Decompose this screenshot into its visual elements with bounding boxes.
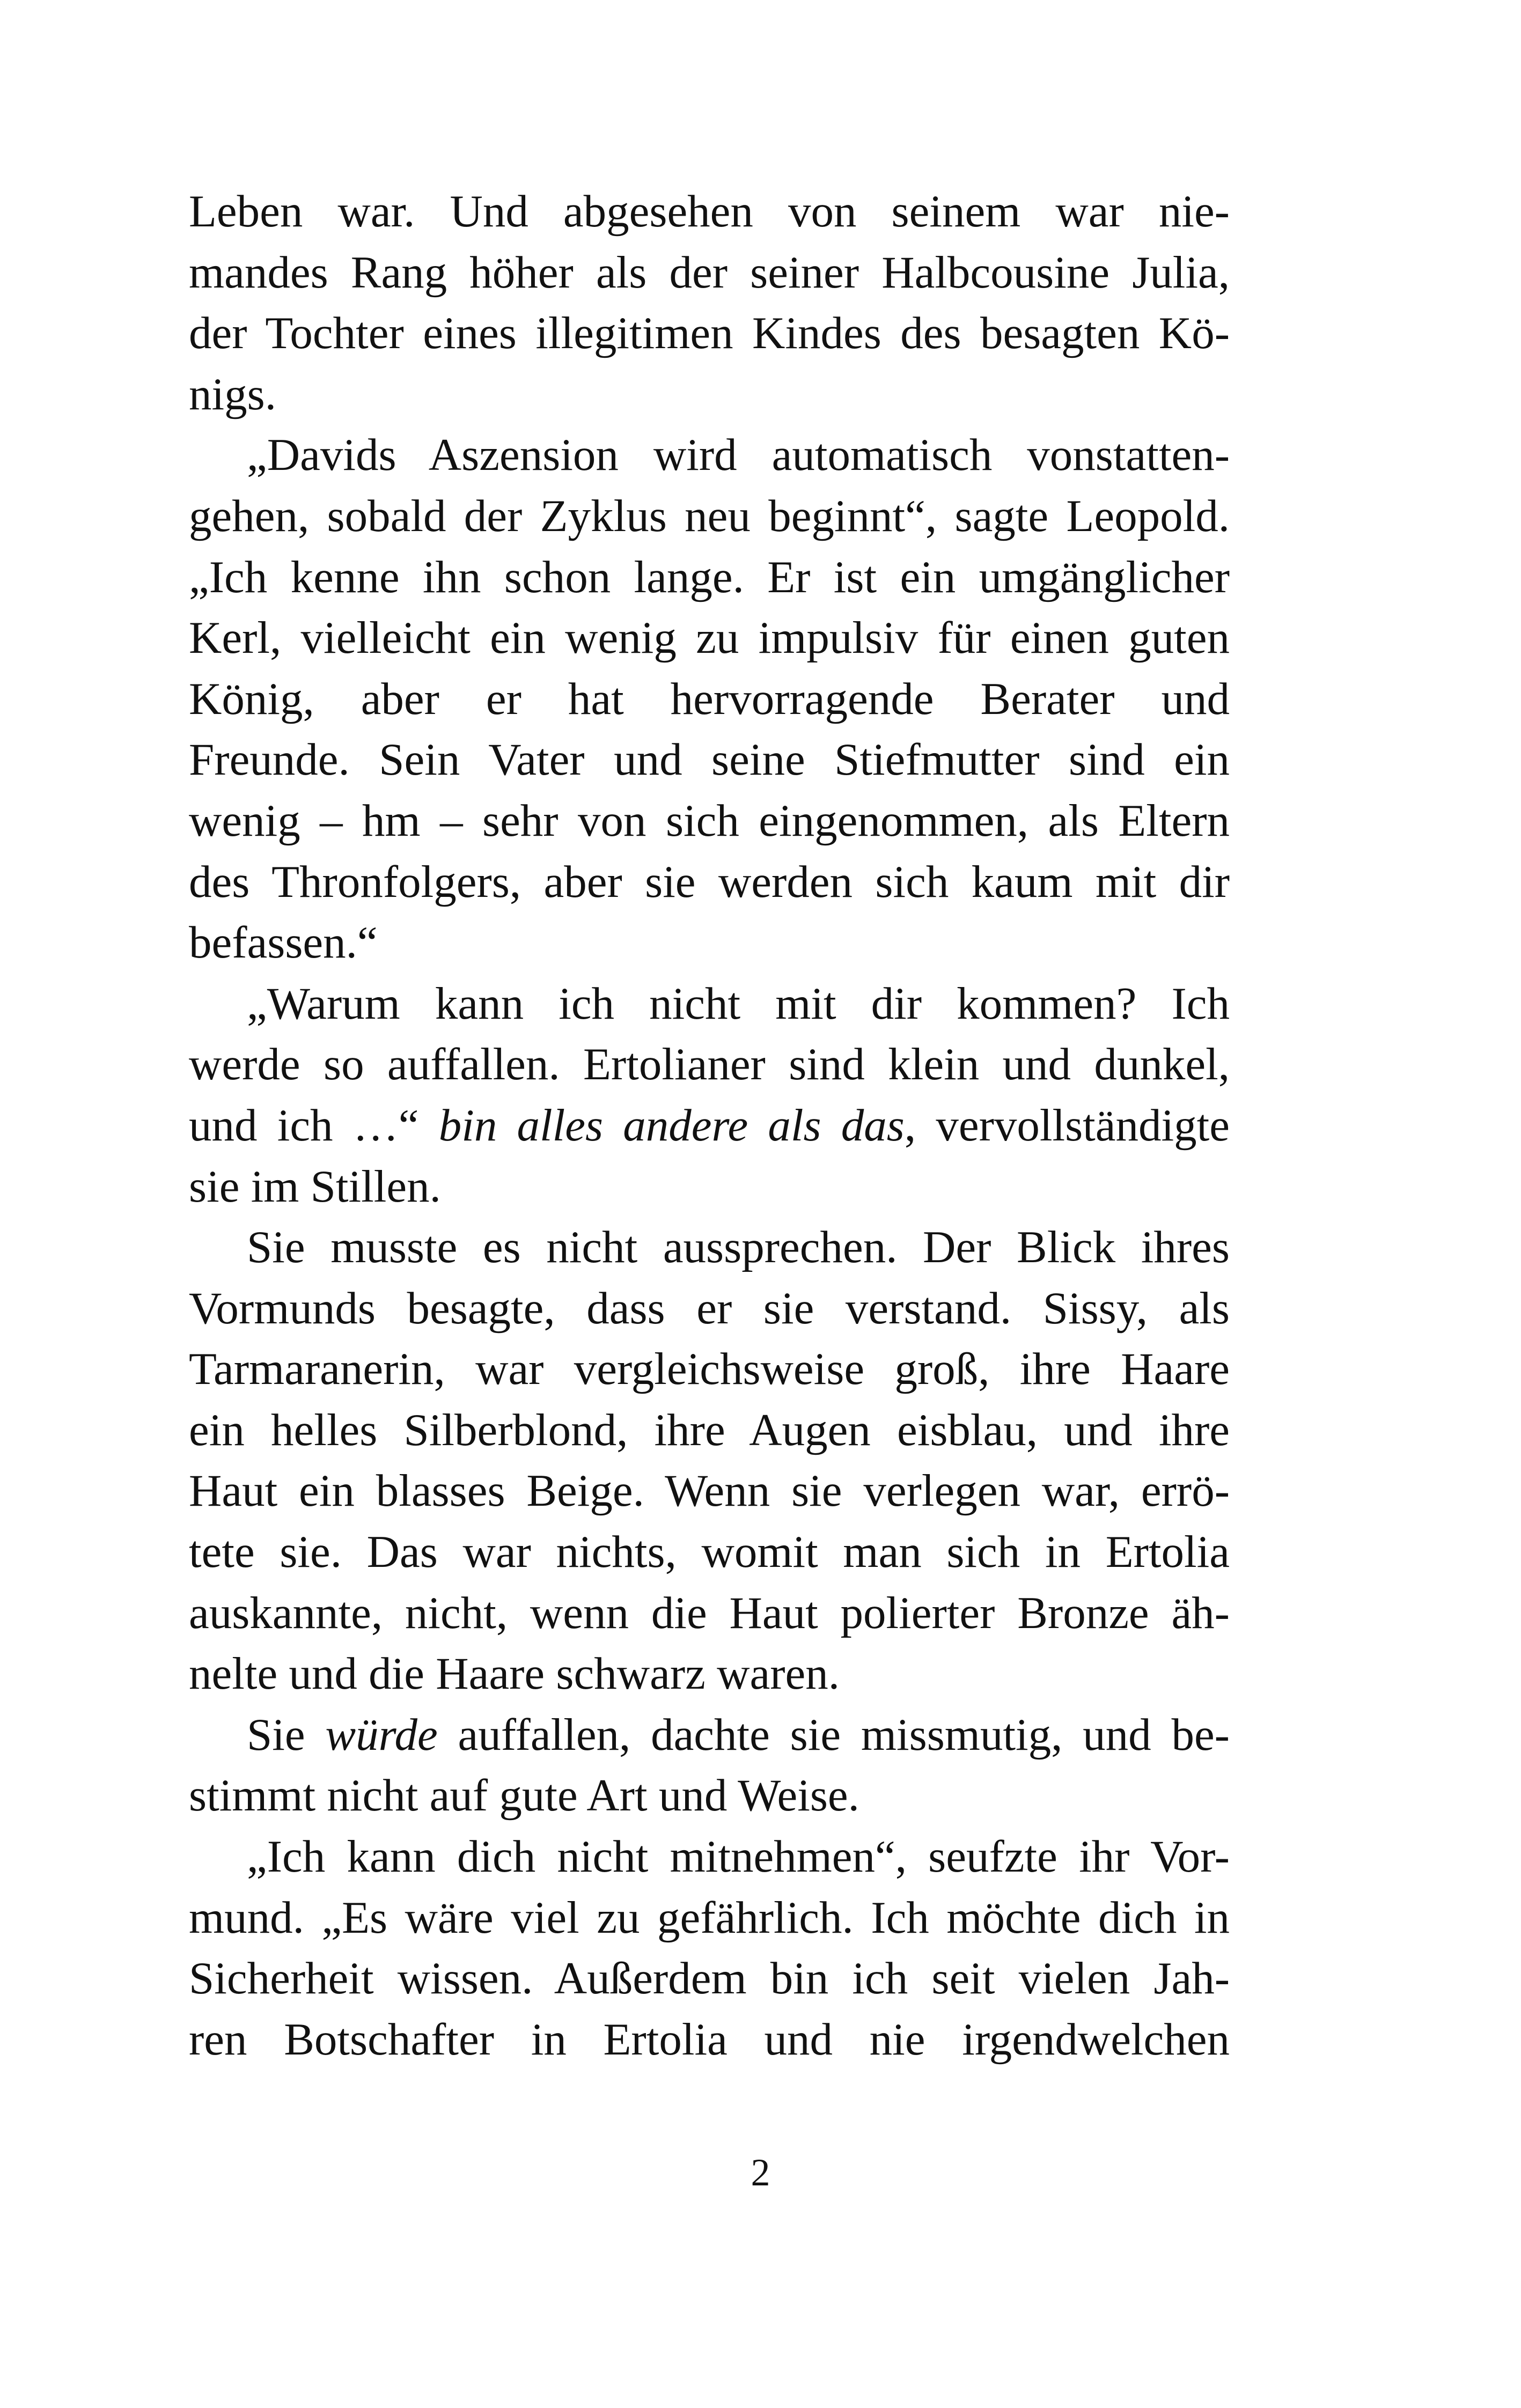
- text-segment: werde so auffallen. Ertolianer sind klein und dunkel,: [189, 1039, 1230, 1090]
- text-segment: mandes Rang höher als der seiner Halbcousine Julia,: [189, 247, 1230, 298]
- text-line: [189, 364, 1230, 425]
- text-line: [189, 303, 1230, 364]
- text-segment: sie im Stillen.: [189, 1161, 441, 1212]
- text-line: [189, 1339, 1230, 1400]
- text-line: [189, 1522, 1230, 1583]
- text-segment: des Thronfolgers, aber sie werden sich kaum mit dir: [189, 856, 1230, 907]
- text-segment: „Ich kenne ihn schon lange. Er ist ein umgänglicher: [189, 551, 1230, 602]
- text-line: [189, 1765, 1230, 1827]
- text-segment: Vormunds besagte, dass er sie verstand. Sissy, als: [189, 1283, 1230, 1334]
- text-segment: Kerl, vielleicht ein wenig zu impulsiv für einen guten: [189, 613, 1230, 664]
- text-segment: Sie: [247, 1709, 326, 1760]
- text-line: [189, 1095, 1230, 1157]
- text-line: [189, 730, 1230, 791]
- text-line: [189, 1400, 1230, 1461]
- text-segment: nigs.: [189, 369, 276, 419]
- text-line: [189, 425, 1230, 486]
- text-segment: auskannte, nicht, wenn die Haut polierter Bronze äh-: [189, 1587, 1230, 1638]
- text-line: [189, 547, 1230, 608]
- text-line: [189, 974, 1230, 1035]
- text-segment: wenig – hm – sehr von sich eingenommen, als Eltern: [189, 795, 1230, 846]
- italic-text: bin alles andere als das: [438, 1100, 905, 1151]
- text-line: [189, 1705, 1230, 1766]
- body-text: [189, 181, 1230, 2070]
- text-line: [189, 1034, 1230, 1095]
- text-segment: ren Botschafter in Ertolia und nie irgendwelchen: [189, 2014, 1230, 2065]
- text-line: [189, 486, 1230, 547]
- text-segment: „Warum kann ich nicht mit dir kommen? Ich: [247, 978, 1230, 1029]
- text-line: [189, 608, 1230, 669]
- text-line: [189, 1827, 1230, 1888]
- text-segment: , vervollständigte: [904, 1100, 1230, 1151]
- text-segment: Sie musste es nicht aussprechen. Der Blick ihres: [247, 1222, 1230, 1273]
- text-line: [189, 1157, 1230, 1218]
- text-segment: „Davids Aszension wird automatisch vonstatten-: [247, 430, 1230, 481]
- text-line: [189, 1278, 1230, 1339]
- text-line: [189, 242, 1230, 304]
- text-segment: Sicherheit wissen. Außerdem bin ich seit vielen Jah-: [189, 1953, 1230, 2004]
- text-line: [189, 1217, 1230, 1278]
- text-segment: König, aber er hat hervorragende Berater und: [189, 673, 1230, 724]
- text-segment: tete sie. Das war nichts, womit man sich in Ertolia: [189, 1527, 1230, 1578]
- text-line: [189, 1948, 1230, 2009]
- text-segment: befassen.“: [189, 917, 378, 968]
- text-line: [189, 2009, 1230, 2071]
- text-segment: Haut ein blasses Beige. Wenn sie verlegen war, errö-: [189, 1466, 1230, 1516]
- text-segment: „Ich kann dich nicht mitnehmen“, seufzte ihr Vor-: [247, 1831, 1230, 1882]
- text-segment: gehen, sobald der Zyklus neu beginnt“, sagte Leopold.: [189, 490, 1230, 541]
- text-segment: Tarmaranerin, war vergleichsweise groß, ihre Haare: [189, 1344, 1230, 1395]
- text-segment: auffallen, dachte sie missmutig, und be-: [437, 1709, 1230, 1760]
- text-segment: mund. „Es wäre viel zu gefährlich. Ich möchte dich in: [189, 1892, 1230, 1943]
- text-line: [189, 1461, 1230, 1522]
- text-segment: ein helles Silberblond, ihre Augen eisblau, und ihre: [189, 1404, 1230, 1455]
- text-segment: der Tochter eines illegitimen Kindes des besagten Kö-: [189, 308, 1230, 359]
- page-number: 2: [751, 2151, 770, 2194]
- text-segment: Freunde. Sein Vater und seine Stiefmutter sind ein: [189, 734, 1230, 785]
- text-segment: und ich …“: [189, 1100, 439, 1151]
- text-line: [189, 669, 1230, 730]
- text-line: [189, 1644, 1230, 1705]
- text-line: [189, 912, 1230, 974]
- text-line: [189, 852, 1230, 913]
- text-line: [189, 181, 1230, 242]
- italic-text: würde: [325, 1709, 438, 1760]
- text-segment: Leben war. Und abgesehen von seinem war nie-: [189, 186, 1230, 237]
- text-line: [189, 1583, 1230, 1644]
- text-segment: stimmt nicht auf gute Art und Weise.: [189, 1770, 859, 1821]
- text-line: [189, 791, 1230, 852]
- text-line: [189, 1888, 1230, 1949]
- text-segment: nelte und die Haare schwarz waren.: [189, 1648, 840, 1699]
